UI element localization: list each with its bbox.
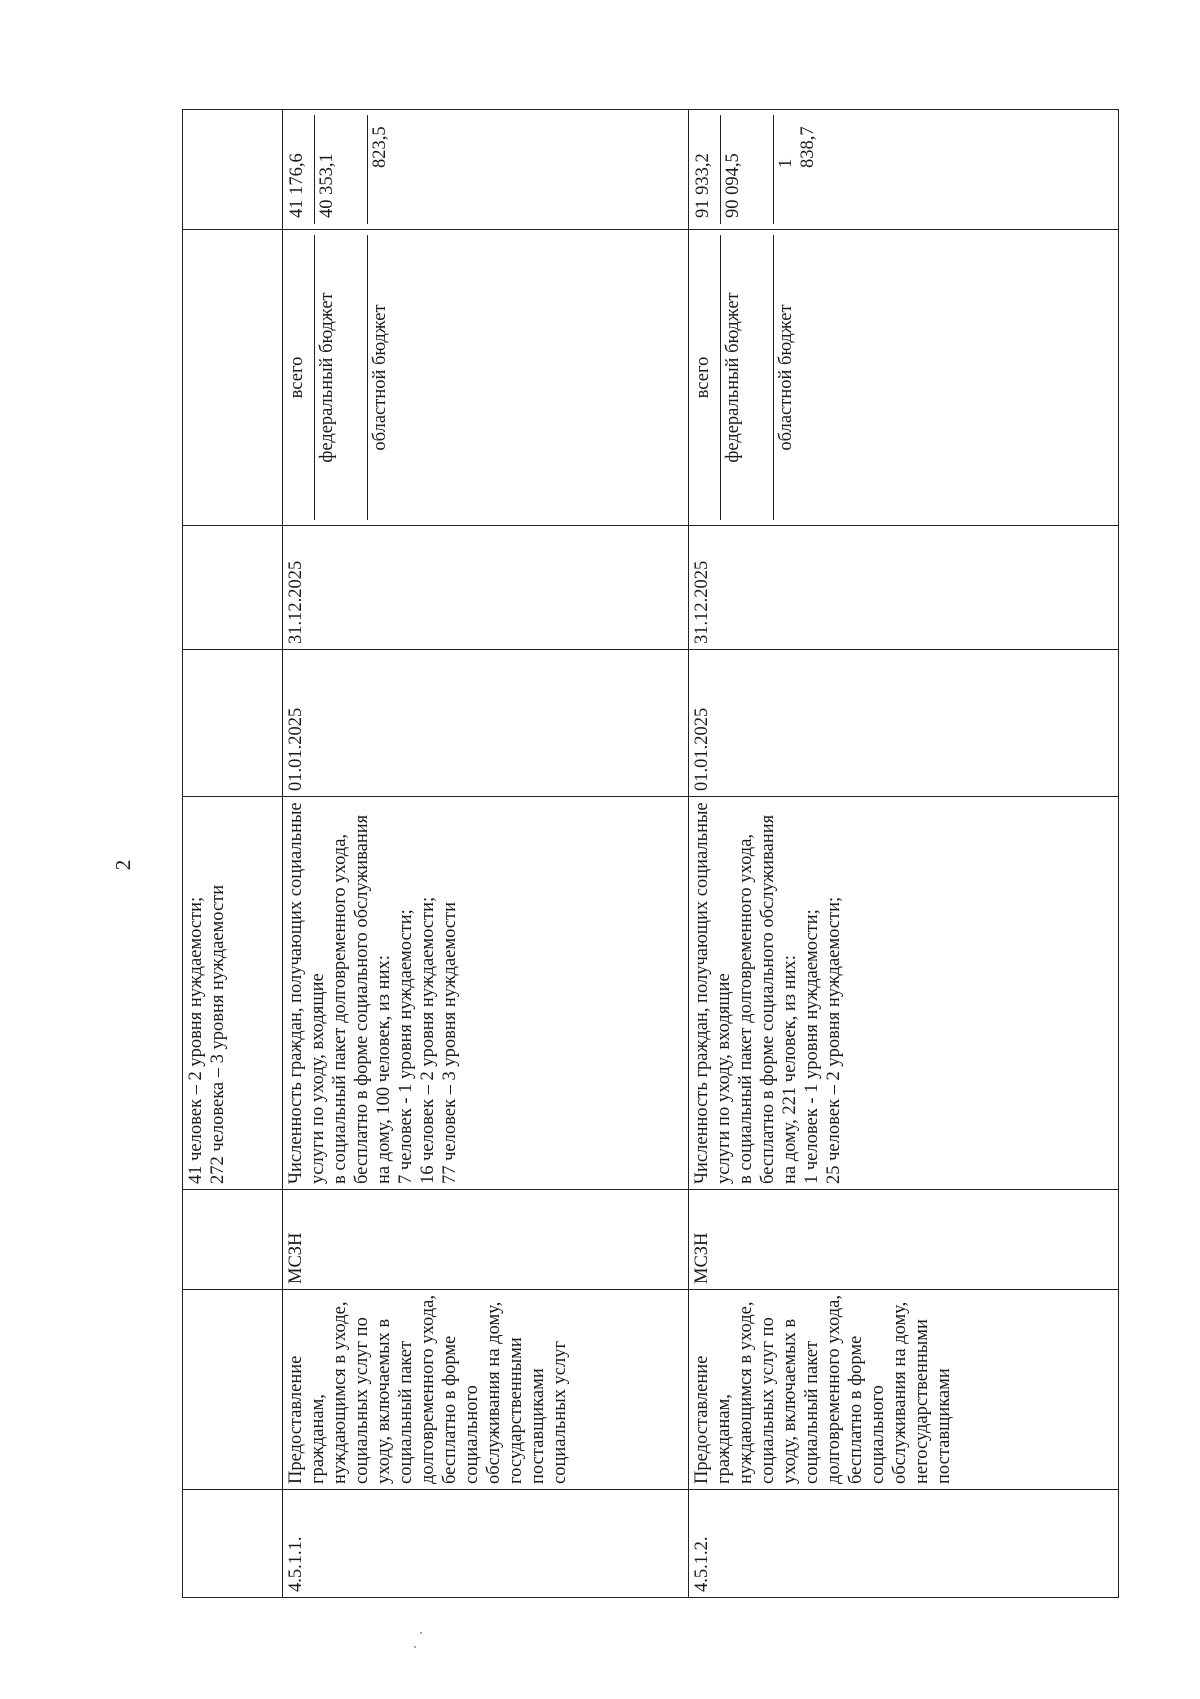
funding-source-federal: федеральный бюджет [721,235,774,520]
event-cell [183,1290,283,1490]
result-line: 41 человек – 2 уровня нуждаемости; [186,896,206,1184]
start-date: 01.01.2025 [283,650,689,797]
row-number: 4.5.1.2. [689,1490,1119,1598]
table-row [689,110,1119,1598]
result-line: 77 человек – 3 уровня нуждаемости [440,902,460,1184]
scan-speck [414,1646,416,1648]
result-line: Численность граждан, получающих социальные услуги по уходу, входящие [692,802,734,1184]
funding-source-regional: областной бюджет [370,304,390,451]
funding-amount-federal: 90 094,5 [721,115,774,224]
result-line: Численность граждан, получающих социальные услуги по уходу, входящие [286,802,328,1184]
event-description: Предоставление гражданам, нуждающимся в уходе, социальных услуг по уходу, включаемых в социальный пакет долговременного ухода, бесплатно в форме социального обслуживания на дому, негосударственными поставщиками [689,1290,1119,1490]
table-row [283,110,689,1598]
start-date: 01.01.2025 [689,650,1119,797]
row-number: 4.5.1.1. [283,1490,689,1598]
funding-source-federal: федеральный бюджет [315,235,368,520]
end-date: 31.12.2025 [689,526,1119,650]
funding-amount-cell [283,110,689,230]
result-cell [283,797,689,1190]
funding-amount-regional: 823,5 [370,126,390,168]
executor: МСЗН [689,1190,1119,1290]
funding-source-total: всего [285,235,315,520]
executor: МСЗН [283,1190,689,1290]
activities-table [182,109,1119,1598]
funding-source-regional: областной бюджет [776,304,796,451]
result-line: в социальный пакет долговременного ухода, бесплатно в форме социального обслуживания на дому, 100 человек, из них: [330,814,394,1184]
result-line: 16 человек – 2 уровня нуждаемости; [418,896,438,1184]
result-cell [183,797,283,1190]
result-line: 1 человек - 1 уровня нуждаемости; [802,909,822,1184]
funding-amount-cell [689,110,1119,230]
event-description: Предоставление гражданам, нуждающимся в уходе, социальных услуг по уходу, включаемых в социальный пакет долговременного ухода, бесплатно в форме социального обслуживания на дому, государственными поставщиками социальных услуг [283,1290,689,1490]
funding-amount-regional: 1 838,7 [776,126,818,168]
page-number: 2 [111,859,135,871]
funding-source-cell [689,230,1119,526]
result-cell [689,797,1119,1190]
funding-source-total: всего [691,235,721,520]
start-date-cell [183,650,283,797]
table-row-continuation [183,110,283,1598]
funding-amount-federal: 40 353,1 [315,115,368,224]
funding-amount-total: 91 933,2 [691,115,721,224]
rotated-table-container [182,110,1118,1598]
end-date-cell [183,526,283,650]
executor-cell [183,1190,283,1290]
funding-amount-total: 41 176,6 [285,115,315,224]
result-line: 25 человек – 2 уровня нуждаемости; [824,896,844,1184]
funding-source-cell [283,230,689,526]
funding-source-cell [183,230,283,526]
result-line: 272 человека – 3 уровня нуждаемости [208,884,228,1184]
result-line: 7 человек - 1 уровня нуждаемости; [396,909,416,1184]
funding-amount-cell [183,110,283,230]
number-cell [183,1490,283,1598]
result-line: в социальный пакет долговременного ухода, бесплатно в форме социального обслуживания на дому, 221 человек, из них: [736,814,800,1184]
scan-speck [420,1632,422,1634]
end-date: 31.12.2025 [283,526,689,650]
